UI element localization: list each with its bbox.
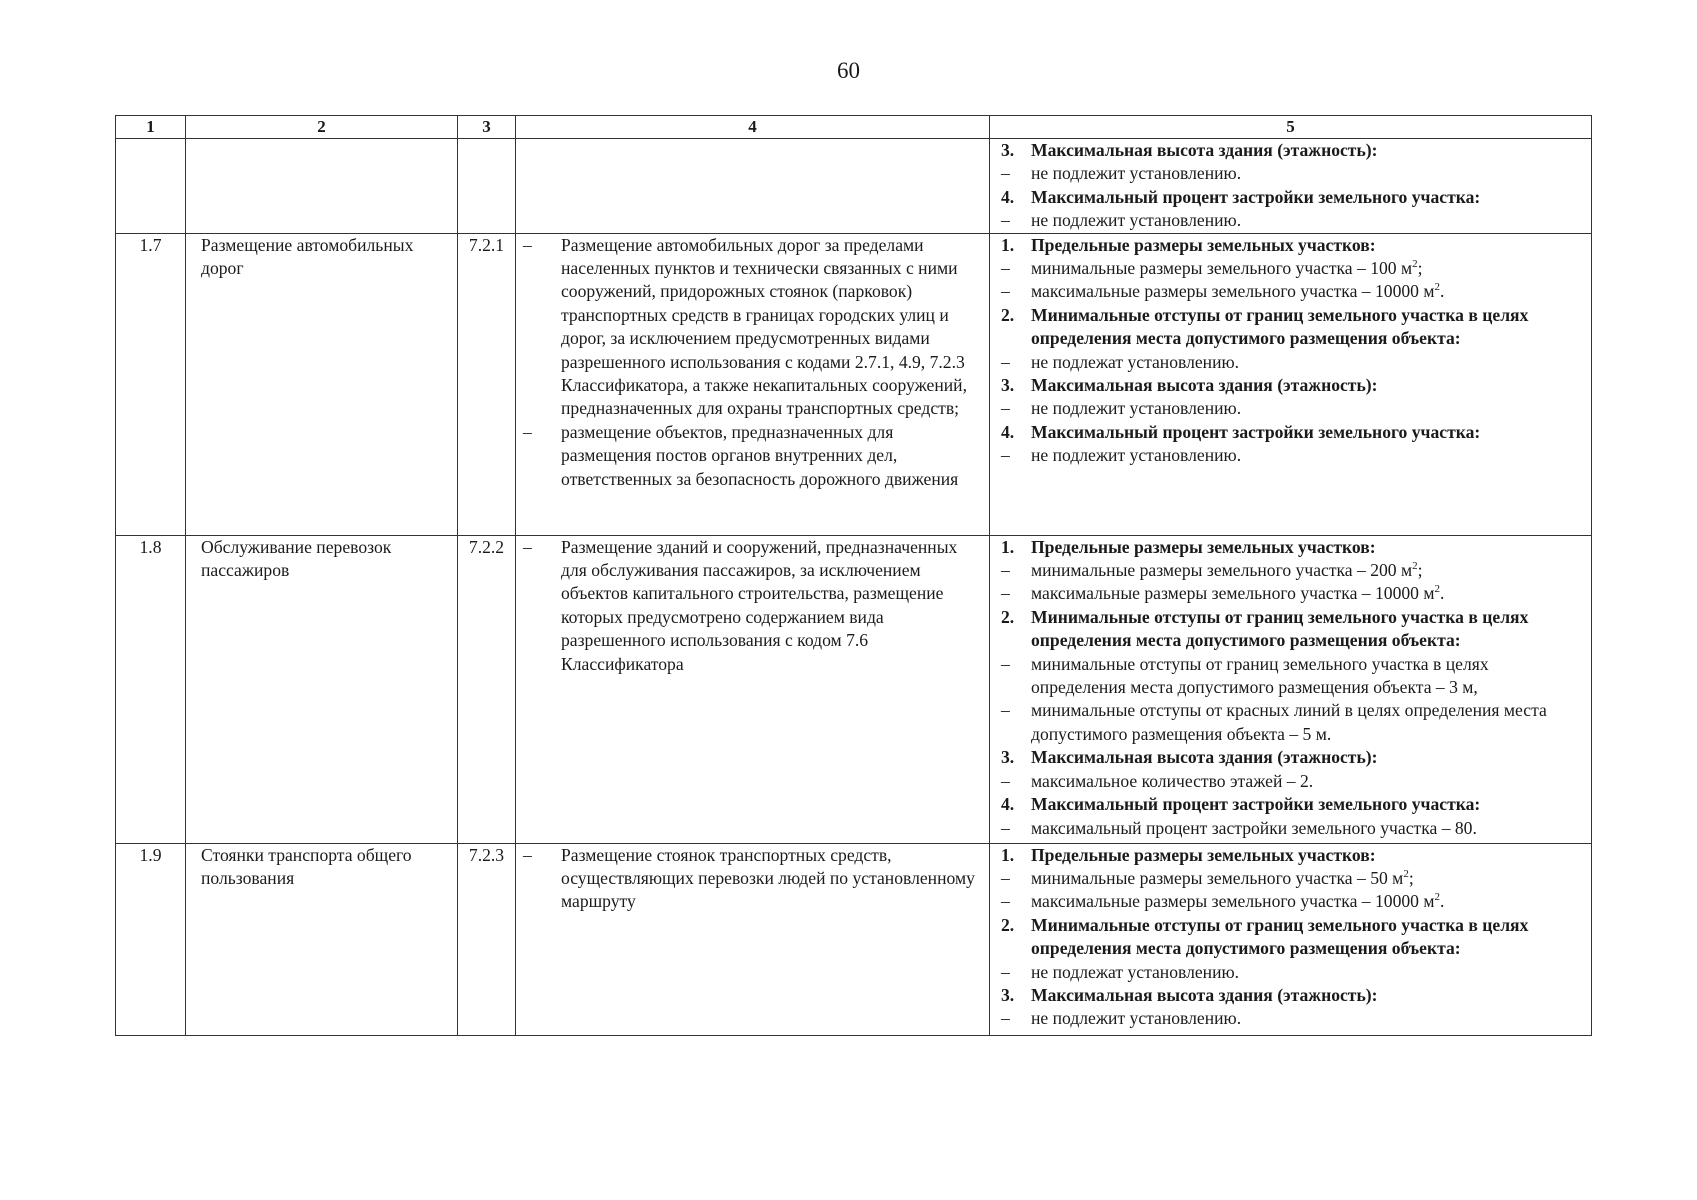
list-item [1001,817,1587,840]
column-header: 2 [186,116,458,139]
parameter-heading [1001,304,1587,351]
dash-bullet: – [1001,351,1010,372]
list-item [1001,961,1587,984]
parameter-value: максимальные размеры земельного участка – 10000 $м^2$. [1031,891,1445,912]
use-description [516,139,990,234]
parameter-number: 2. [1001,606,1015,627]
parameter-value: минимальные размеры земельного участка – 100 $м^2$; [1031,258,1423,279]
list-item [1001,444,1587,467]
parameter-heading [1001,746,1587,769]
column-header: 1 [116,116,186,139]
parameter-heading [1001,234,1587,257]
table-row [116,535,1592,843]
column-header: 5 [990,116,1592,139]
dash-bullet: – [1001,163,1010,184]
parameter-value: не подлежат установлению. [1031,351,1240,372]
parameter-heading [1001,374,1587,397]
parameter-title: Минимальные отступы от границ земельного участка в целях определения места допустимого размещения объекта: [1031,914,1529,959]
dash-bullet: – [1001,445,1010,466]
parameter-value: минимальные размеры земельного участка – 200 $м^2$; [1031,560,1423,581]
parameter-number: 2. [1001,304,1015,325]
parameters [990,535,1592,843]
list-item [523,844,983,914]
parameter-value: не подлежит установлению. [1031,445,1242,466]
list-item [1001,209,1587,232]
dash-bullet: – [1001,961,1010,982]
dash-bullet: – [1001,281,1010,302]
parameter-heading [1001,606,1587,653]
row-number: 1.9 [116,843,186,1035]
dash-bullet: – [1001,1008,1010,1029]
table-row [116,233,1592,535]
dash-bullet: – [1001,770,1010,791]
parameter-value: минимальные отступы от границ земельного участка в целях определения места допустимого размещения объекта – 3 м, [1031,653,1489,698]
list-item [1001,699,1587,746]
use-type-name: Стоянки транспорта общего пользования [186,843,458,1035]
parameters [990,139,1592,234]
parameter-title: Максимальная высота здания (этажность): [1031,985,1378,1006]
parameter-number: 4. [1001,186,1015,207]
parameter-number: 3. [1001,747,1015,768]
use-text: Размещение автомобильных дорог за пределами населенных пунктов и технически связанных с ними сооружений, придорожных стоянок (парковок) транспортных средств в границах городских улиц и дорог, за исключением предусмотренных видами разрешенного использования с кодами 2.7.1, 4.9, 7.2.3 Классификатора, а также некапитальных сооружений, предназначенных для охраны транспортных средств; [561,234,967,419]
zoning-table [115,115,1592,1036]
use-description [516,843,990,1035]
list-item [1001,653,1587,700]
use-type-code: 7.2.2 [458,535,516,843]
use-text: Размещение зданий и сооружений, предназначенных для обслуживания пассажиров, за исключением объектов капитального строительства, размещение которых предусмотрено содержанием вида разрешенного использования с кодом 7.6 Классификатора [561,536,958,674]
dash-bullet: – [523,536,532,557]
parameter-number: 4. [1001,421,1015,442]
parameters [990,843,1592,1035]
use-type-name: Размещение автомобильных дорог [186,233,458,535]
dash-bullet: – [523,421,532,442]
parameter-heading [1001,844,1587,867]
parameter-value: максимальные размеры земельного участка – 10000 $м^2$. [1031,583,1445,604]
parameter-number: 1. [1001,536,1015,557]
parameter-title: Максимальная высота здания (этажность): [1031,140,1378,160]
page-number: 60 [837,58,860,83]
dash-bullet: – [1001,210,1010,231]
table-row [116,843,1592,1035]
use-type-code: 7.2.3 [458,843,516,1035]
dash-bullet: – [523,844,532,865]
list-item [523,234,983,421]
use-type-code: 7.2.1 [458,233,516,535]
table-row [116,139,1592,234]
parameter-heading [1001,186,1587,209]
parameter-title: Максимальный процент застройки земельного участка: [1031,421,1481,442]
use-description [516,233,990,535]
table-header-row [116,116,1592,139]
list-item [1001,1007,1587,1030]
parameter-title: Минимальные отступы от границ земельного участка в целях определения места допустимого размещения объекта: [1031,606,1529,651]
list-item [523,421,983,491]
parameter-value: не подлежат установлению. [1031,961,1240,982]
parameter-value: максимальные размеры земельного участка – 10000 $м^2$. [1031,281,1445,302]
use-description [516,535,990,843]
parameter-value: минимальные размеры земельного участка – 50 $м^2$; [1031,868,1414,889]
use-type-code [458,139,516,234]
parameter-value: максимальный процент застройки земельного участка – 80. [1031,817,1477,838]
use-type-name [186,139,458,234]
parameter-value: максимальное количество этажей – 2. [1031,770,1314,791]
row-number [116,139,186,234]
list-item [1001,890,1587,913]
parameter-title: Предельные размеры земельных участков: [1031,844,1376,865]
row-number: 1.8 [116,535,186,843]
dash-bullet: – [1001,868,1010,889]
parameter-number: 3. [1001,375,1015,396]
parameter-number: 4. [1001,794,1015,815]
parameter-title: Предельные размеры земельных участков: [1031,536,1376,557]
dash-bullet: – [1001,817,1010,838]
parameter-number: 1. [1001,234,1015,255]
use-text: размещение объектов, предназначенных для размещения постов органов внутренних дел, ответственных за безопасность дорожного движения [561,421,959,489]
column-header: 4 [516,116,990,139]
list-item [1001,257,1587,280]
dash-bullet: – [1001,891,1010,912]
parameter-heading [1001,793,1587,816]
parameter-title: Максимальная высота здания (этажность): [1031,375,1378,396]
use-type-name: Обслуживание перевозок пассажиров [186,535,458,843]
row-number: 1.7 [116,233,186,535]
parameter-number: 3. [1001,140,1015,160]
parameter-value: минимальные отступы от красных линий в целях определения места допустимого размещения объекта – 5 м. [1031,700,1547,744]
parameter-number: 2. [1001,914,1015,935]
list-item [1001,582,1587,605]
parameter-value: не подлежит установлению. [1031,398,1242,419]
dash-bullet: – [1001,258,1010,279]
parameter-heading [1001,421,1587,444]
parameter-value: не подлежит установлению. [1031,163,1242,184]
use-text: Размещение стоянок транспортных средств, осуществляющих перевозки людей по установленному маршруту [561,844,975,912]
list-item [523,536,983,676]
dash-bullet: – [1001,583,1010,604]
dash-bullet: – [523,234,532,255]
list-item [1001,559,1587,582]
list-item [1001,280,1587,303]
parameter-heading [1001,984,1587,1007]
parameter-heading [1001,536,1587,559]
list-item [1001,351,1587,374]
dash-bullet: – [1001,653,1010,674]
parameter-value: не подлежит установлению. [1031,210,1242,231]
list-item [1001,770,1587,793]
parameter-number: 1. [1001,844,1015,865]
parameter-heading [1001,139,1587,162]
column-header: 3 [458,116,516,139]
dash-bullet: – [1001,560,1010,581]
parameter-title: Минимальные отступы от границ земельного участка в целях определения места допустимого размещения объекта: [1031,304,1529,349]
parameter-heading [1001,914,1587,961]
list-item [1001,397,1587,420]
parameter-title: Максимальный процент застройки земельного участка: [1031,186,1481,207]
dash-bullet: – [1001,398,1010,419]
dash-bullet: – [1001,700,1010,721]
parameter-title: Максимальный процент застройки земельного участка: [1031,794,1481,815]
parameter-value: не подлежит установлению. [1031,1008,1242,1029]
parameters [990,233,1592,535]
parameter-title: Максимальная высота здания (этажность): [1031,747,1378,768]
parameter-number: 3. [1001,985,1015,1006]
list-item [1001,867,1587,890]
list-item [1001,162,1587,185]
parameter-title: Предельные размеры земельных участков: [1031,234,1376,255]
